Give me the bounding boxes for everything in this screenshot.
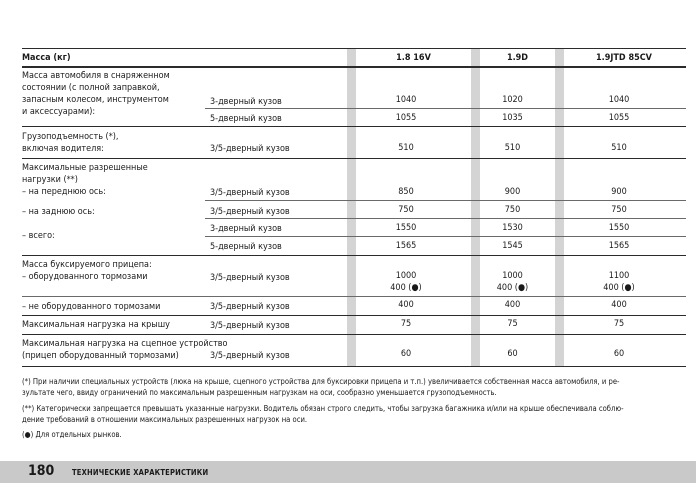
cell-value: 1100 (608, 271, 630, 281)
page-number: 180 (28, 463, 55, 479)
cell-value: 60 (613, 349, 625, 359)
cell-value: 60 (507, 349, 518, 359)
row-rule (205, 218, 686, 219)
maxload-label-line: нагрузки (**) (22, 175, 78, 185)
row-rule (205, 108, 686, 109)
mass-header: Масса (кг) (22, 53, 71, 63)
cell-value: 400 (●) (496, 283, 529, 293)
body-type: 3-дверный кузов (210, 97, 282, 107)
payload-label-line: Грузоподъемность (*), (22, 132, 119, 142)
footnote-line: (*) При наличии специальных устройств (люка на крыше, сцепного устройства для буксировки прицепа и т.п.) увеличивается собственная масса автомобиля, и ре- (22, 377, 620, 386)
body-type: 5-дверный кузов (210, 242, 282, 252)
cell-value: 1550 (608, 223, 630, 233)
cell-value: 400 (●) (603, 283, 635, 293)
body-type: 3/5-дверный кузов (210, 188, 290, 198)
cell-value: 510 (398, 143, 414, 153)
curb-label-line: состоянии (с полной заправкой, (22, 83, 160, 93)
cell-value: 1040 (608, 95, 630, 105)
body-type: 5-дверный кузов (210, 114, 282, 124)
cell-value: 60 (400, 349, 412, 359)
cell-value: 1545 (502, 241, 523, 251)
cell-value: 750 (611, 205, 627, 215)
cell-value: 1055 (608, 113, 630, 123)
curb-label-line: и аксессуарами): (22, 107, 96, 117)
body-type: 3/5-дверный кузов (210, 302, 290, 312)
row-rule (22, 126, 686, 127)
page-section-title: ТЕХНИЧЕСКИЕ ХАРАКТЕРИСТИКИ (72, 468, 209, 477)
row-rule (22, 255, 686, 256)
cell-value: 900 (611, 187, 627, 197)
cell-value: 1020 (502, 95, 523, 105)
cell-value: 1000 (502, 271, 523, 281)
cell-value: 75 (400, 319, 412, 329)
tow-label-line: Масса буксируемого прицепа: (22, 260, 152, 270)
col-header-2: 1.9D (506, 53, 529, 63)
cell-value: 750 (398, 205, 414, 215)
column-divider (347, 48, 356, 366)
col-header-3: 1.9JTD 85CV (596, 53, 652, 63)
body-type: 3/5-дверный кузов (210, 321, 290, 331)
footnote-line: (●) Для отдельных рынков. (22, 430, 122, 439)
table-bottom-rule (22, 366, 686, 367)
row-rule (22, 296, 686, 297)
table-top-rule (22, 48, 686, 49)
front-axle-label: – на переднюю ось: (22, 187, 106, 197)
body-type: 3/5-дверный кузов (210, 144, 290, 154)
tow-nobrake-label: – не оборудованного тормозами (22, 302, 161, 312)
tow-label-line: – оборудованного тормозами (22, 272, 148, 282)
hitch-label-line: (прицеп оборудованный тормозами) (22, 351, 179, 361)
cell-value: 1040 (395, 95, 417, 105)
maxload-label-line: Максимальные разрешенные (22, 163, 148, 173)
column-divider (471, 48, 480, 366)
cell-value: 1000 (395, 271, 417, 281)
body-type: 3/5-дверный кузов (210, 273, 290, 283)
row-rule (205, 236, 686, 237)
row-rule (22, 158, 686, 159)
row-rule (22, 334, 686, 335)
row-rule (205, 200, 686, 201)
cell-value: 850 (398, 187, 414, 197)
body-type: 3/5-дверный кузов (210, 351, 290, 361)
cell-value: 400 (398, 300, 414, 310)
cell-value: 75 (613, 319, 625, 329)
col-header-1: 1.8 16V (396, 53, 431, 63)
cell-value: 400 (611, 300, 627, 310)
body-type: 3-дверный кузов (210, 224, 282, 234)
roof-label: Максимальная нагрузка на крышу (22, 320, 170, 330)
footnote-line: зультате чего, ввиду ограничений по максимальным разрешенным нагрузкам на оси, сообразно уменьшается грузоподъемность. (22, 388, 497, 397)
cell-value: 1565 (608, 241, 630, 251)
curb-label-line: Масса автомобиля в снаряженном (22, 71, 170, 81)
cell-value: 400 (●) (390, 283, 422, 293)
cell-value: 750 (504, 205, 521, 215)
cell-value: 1550 (395, 223, 417, 233)
cell-value: 1530 (502, 223, 523, 233)
rear-axle-label: – на заднюю ось: (22, 207, 95, 217)
payload-label-line: включая водителя: (22, 144, 104, 154)
footnote-line: (**) Категорически запрещается превышать указанные нагрузки. Водитель обязан строго следить, чтобы загрузка багажника и/или на крыше обеспечивала соблю- (22, 404, 624, 413)
cell-value: 510 (504, 143, 521, 153)
cell-value: 400 (504, 300, 521, 310)
header-rule (22, 66, 686, 68)
cell-value: 900 (504, 187, 521, 197)
cell-value: 1035 (502, 113, 523, 123)
row-rule (22, 315, 686, 316)
hitch-label-line: Максимальная нагрузка на сцепное устройство (22, 339, 228, 349)
column-divider (555, 48, 564, 366)
curb-label-line: запасным колесом, инструментом (22, 95, 169, 105)
cell-value: 1055 (395, 113, 417, 123)
cell-value: 1565 (395, 241, 417, 251)
footnote-line: дение требований в отношении максимальных разрешенных нагрузок на оси. (22, 415, 308, 424)
cell-value: 510 (611, 143, 627, 153)
cell-value: 75 (507, 319, 518, 329)
body-type: 3/5-дверный кузов (210, 207, 290, 217)
total-label: – всего: (22, 231, 55, 241)
